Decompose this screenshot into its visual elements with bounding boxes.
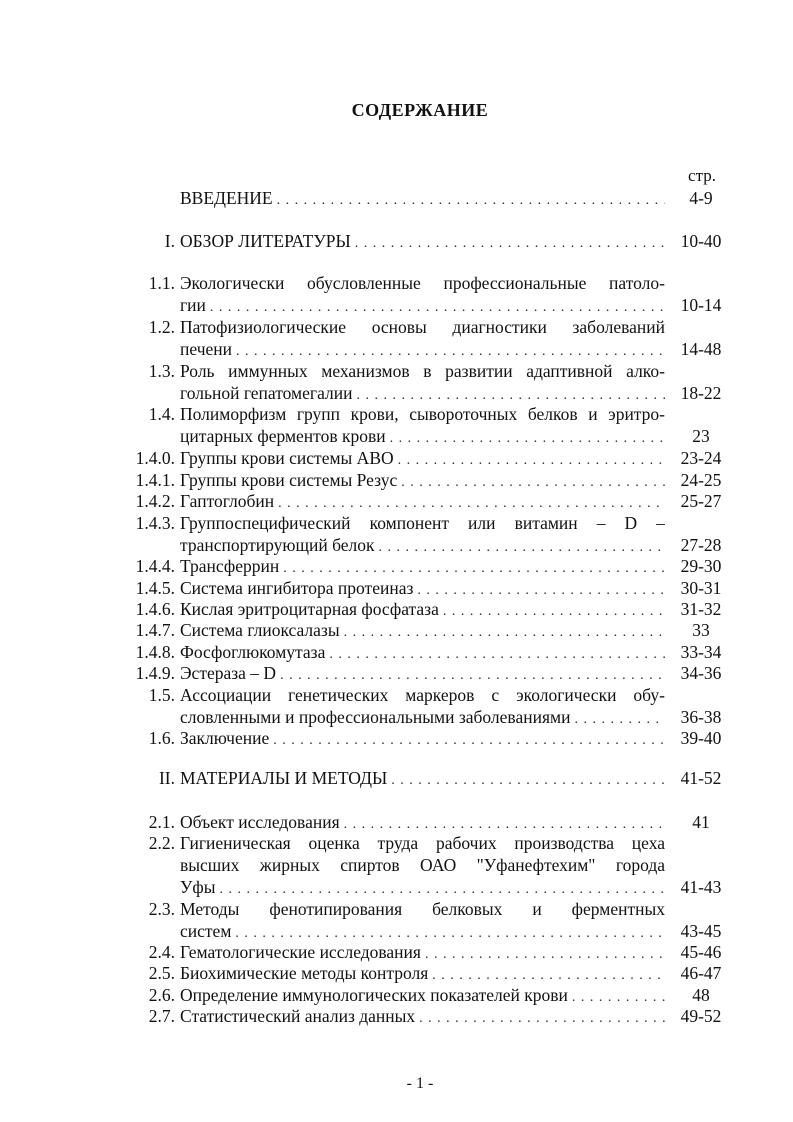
entry-number: 1.4.6. bbox=[135, 599, 175, 619]
entry-title: Гематологические исследования bbox=[180, 942, 421, 962]
entry-title: Эстераза – D bbox=[180, 663, 277, 683]
entry-pages: 25-27 bbox=[680, 491, 722, 511]
entry-title: МАТЕРИАЛЫ И МЕТОДЫ bbox=[180, 768, 388, 788]
entry-pages: 4-9 bbox=[689, 188, 713, 208]
dot-leader bbox=[391, 770, 665, 792]
entry-title: Объект исследования bbox=[180, 812, 340, 832]
entry-title-cont: Уфы bbox=[180, 877, 216, 897]
dot-leader bbox=[277, 190, 665, 212]
entry-title: Методы фенотипирования белковых и ферментных bbox=[180, 899, 665, 919]
entry-title-cont: гольной гепатомегалии bbox=[180, 383, 353, 403]
entry-title: Фосфоглюкомутаза bbox=[180, 642, 326, 662]
entry-pages: 24-25 bbox=[680, 470, 722, 490]
dot-leader bbox=[355, 233, 665, 255]
entry-pages: 10-40 bbox=[680, 231, 722, 251]
entry-number: 1.3. bbox=[148, 361, 175, 381]
entry-pages: 30-31 bbox=[680, 578, 722, 598]
entry-number: 1.4.0. bbox=[135, 448, 175, 468]
page-title: СОДЕРЖАНИЕ bbox=[351, 100, 489, 120]
entry-title: Кислая эритроцитарная фосфатаза bbox=[180, 599, 439, 619]
entry-pages: 45-46 bbox=[680, 942, 722, 962]
entry-title-cont: словленными и профессиональными заболеваниями bbox=[180, 707, 571, 727]
entry-title: Экологически обусловленные профессиональные патоло- bbox=[180, 273, 665, 293]
entry-pages: 14-48 bbox=[680, 339, 722, 359]
entry-number: 2.6. bbox=[148, 985, 175, 1005]
entry-pages: 18-22 bbox=[680, 383, 722, 403]
entry-number: I. bbox=[164, 231, 175, 251]
entry-number: 2.3. bbox=[148, 899, 175, 919]
entry-title: Система ингибитора протеиназ bbox=[180, 578, 414, 598]
entry-pages: 10-14 bbox=[680, 295, 722, 315]
entry-pages: 23 bbox=[692, 426, 710, 446]
entry-title: ОБЗОР ЛИТЕРАТУРЫ bbox=[180, 231, 351, 251]
entry-pages: 41-52 bbox=[680, 768, 722, 788]
entry-pages: 39-40 bbox=[680, 728, 722, 748]
entry-pages: 29-30 bbox=[680, 556, 722, 576]
entry-title: Патофизиологические основы диагностики заболеваний bbox=[180, 317, 665, 337]
dot-leader bbox=[419, 1008, 665, 1030]
entry-pages: 41-43 bbox=[680, 877, 722, 897]
entry-pages: 43-45 bbox=[680, 921, 722, 941]
entry-number: 2.4. bbox=[148, 942, 175, 962]
entry-title: Система глиоксалазы bbox=[180, 620, 340, 640]
entry-pages: 36-38 bbox=[680, 707, 722, 727]
entry-number: 1.4.9. bbox=[135, 663, 175, 683]
entry-title: Ассоциации генетических маркеров с экологически обу- bbox=[180, 685, 665, 705]
page-number: - 1 - bbox=[406, 1075, 434, 1092]
entry-title: Определение иммунологических показателей крови bbox=[180, 985, 568, 1005]
entry-number: 1.1. bbox=[148, 273, 175, 293]
entry-number: 2.5. bbox=[148, 963, 175, 983]
entry-number: 1.4.8. bbox=[135, 642, 175, 662]
entry-title: Группоспецифический компонент или витамин – D – bbox=[180, 513, 665, 533]
entry-pages: 33 bbox=[692, 620, 710, 640]
entry-number: 1.6. bbox=[148, 728, 175, 748]
entry-title-cont: высших жирных спиртов ОАО "Уфанефтехим" города bbox=[180, 855, 665, 875]
entry-number: 2.1. bbox=[148, 812, 175, 832]
entry-number: 1.2. bbox=[148, 317, 175, 337]
page-column-label: стр. bbox=[688, 166, 716, 185]
entry-pages: 34-36 bbox=[680, 663, 722, 683]
entry-number: 1.4.7. bbox=[135, 620, 175, 640]
entry-number: 1.4.4. bbox=[135, 556, 175, 576]
entry-pages: 46-47 bbox=[680, 963, 722, 983]
entry-title-cont: печени bbox=[180, 339, 232, 359]
entry-number: 1.4.1. bbox=[135, 470, 175, 490]
entry-title: Трансферрин bbox=[180, 556, 280, 576]
entry-pages: 48 bbox=[692, 985, 710, 1005]
entry-title-cont: гии bbox=[180, 295, 206, 315]
entry-title: Группы крови системы АВО bbox=[180, 448, 394, 468]
entry-pages: 41 bbox=[692, 812, 710, 832]
entry-pages: 31-32 bbox=[680, 599, 722, 619]
entry-pages: 27-28 bbox=[680, 535, 722, 555]
entry-title: ВВЕДЕНИЕ bbox=[180, 188, 273, 208]
entry-number: 1.4.3. bbox=[135, 513, 175, 533]
entry-title: Статистический анализ данных bbox=[180, 1006, 416, 1026]
entry-pages: 33-34 bbox=[680, 642, 722, 662]
entry-title-cont: систем bbox=[180, 921, 232, 941]
entry-title: Группы крови системы Резус bbox=[180, 470, 398, 490]
entry-pages: 23-24 bbox=[680, 448, 722, 468]
entry-title: Роль иммунных механизмов в развитии адаптивной алко- bbox=[180, 361, 665, 381]
entry-number: 2.7. bbox=[148, 1006, 175, 1026]
entry-title: Биохимические методы контроля bbox=[180, 963, 429, 983]
entry-number: 1.4. bbox=[148, 404, 175, 424]
entry-title: Заключение bbox=[180, 728, 270, 748]
entry-number: II. bbox=[158, 768, 175, 788]
entry-number: 1.5. bbox=[148, 685, 175, 705]
entry-number: 1.4.5. bbox=[135, 578, 175, 598]
dot-leader bbox=[273, 730, 665, 752]
entry-pages: 49-52 bbox=[680, 1006, 722, 1026]
entry-title: Гаптоглобин bbox=[180, 491, 275, 511]
entry-number: 1.4.2. bbox=[135, 491, 175, 511]
entry-title: Гигиеническая оценка труда рабочих производства цеха bbox=[180, 833, 665, 853]
entry-number: 2.2. bbox=[148, 833, 175, 853]
entry-title-cont: цитарных ферментов крови bbox=[180, 426, 386, 446]
entry-title: Полиморфизм групп крови, сывороточных белков и эритро- bbox=[180, 404, 665, 424]
entry-title-cont: транспортирующий белок bbox=[180, 535, 375, 555]
